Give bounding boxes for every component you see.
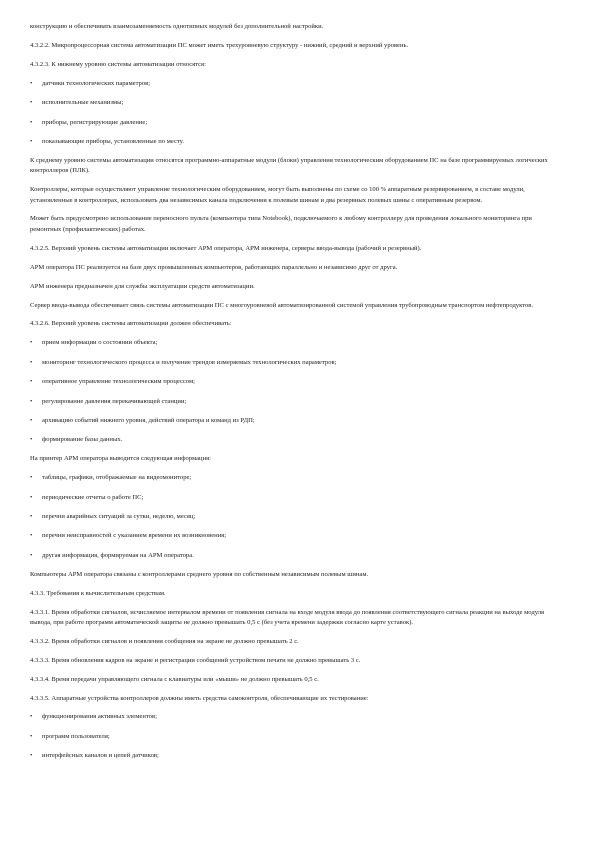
paragraph: 4.3.3.3. Время обновления кадров на экране и регистрации сообщений устройством печати не должно превышать 3 с. bbox=[30, 656, 361, 664]
paragraph: Контроллеры, которые осуществляют управление технологическим оборудованием, могут быть выполнены по схеме со 100 % аппаратным резервированием, в составе модули, установленные в контроллерах, использовать два независимых канала подключения к полевым шинам и два резервных полевых шины с оперативным резервом. bbox=[30, 186, 525, 204]
list-item-text: показывающие приборы, установленные по месту. bbox=[42, 137, 184, 145]
bullet-list bbox=[30, 338, 557, 445]
list-item-text: приборы, регистрирующие давление; bbox=[42, 118, 148, 126]
paragraph: Компьютеры АРМ оператора связаны с контроллерами среднего уровня по собственным независимым полевым шинам. bbox=[30, 570, 369, 578]
list-item bbox=[30, 137, 557, 147]
list-item bbox=[30, 712, 557, 722]
list-item-text: периодические отчеты о работе ПС; bbox=[42, 493, 144, 501]
bullet-icon: • bbox=[30, 474, 33, 482]
list-item-text: формирование базы данных. bbox=[42, 436, 123, 444]
list-item-text: интерфейсных каналов и цепей датчиков; bbox=[42, 752, 159, 760]
list-item-text: архивацию событий нижнего уровня, действий оператора и команд из РДП; bbox=[42, 416, 255, 424]
bullet-icon: • bbox=[30, 732, 33, 740]
list-item bbox=[30, 338, 557, 348]
bullet-icon: • bbox=[30, 118, 33, 126]
bullet-icon: • bbox=[30, 512, 33, 520]
bullet-icon: • bbox=[30, 339, 33, 347]
paragraph: 4.3.2.6. Верхний уровень системы автоматизации должен обеспечивать: bbox=[30, 320, 232, 328]
bullet-list bbox=[30, 473, 557, 561]
list-item-text: датчики технологических параметров; bbox=[42, 79, 151, 87]
paragraph: АРМ оператора ПС реализуется на базе двух промышленных компьютеров, работающих параллельно и независимо друг от друга. bbox=[30, 263, 398, 271]
list-item-text: функционирования активных элементов; bbox=[42, 713, 157, 721]
bullet-icon: • bbox=[30, 493, 33, 501]
paragraph: 4.3.2.5. Верхний уровень системы автоматизации включает АРМ оператора, АРМ инженера, серверы ввода-вывода (рабочий и резервный). bbox=[30, 244, 422, 252]
paragraph: Может быть предусмотрено использование переносного пульта (компьютера типа Notebook), подключаемого к любому контроллеру для проведения локального мониторинга при ремонтных (профилактических) работах. bbox=[30, 215, 532, 233]
list-item bbox=[30, 98, 557, 108]
bullet-icon: • bbox=[30, 416, 33, 424]
list-item bbox=[30, 473, 557, 483]
paragraph: 4.3.3.4. Время передачи управляющего сигнала с клавиатуры или «мыши» не должно превышать 0,5 с. bbox=[30, 675, 319, 683]
list-item-text: программ пользователя; bbox=[42, 732, 110, 740]
list-item-text: перечни неисправностей с указанием времени их возникновения; bbox=[42, 532, 227, 540]
list-item bbox=[30, 531, 557, 541]
bullet-icon: • bbox=[30, 79, 33, 87]
bullet-icon: • bbox=[30, 397, 33, 405]
list-item bbox=[30, 118, 557, 128]
bullet-icon: • bbox=[30, 358, 33, 366]
bullet-icon: • bbox=[30, 532, 33, 540]
bullet-icon: • bbox=[30, 752, 33, 760]
paragraph: 4.3.3.5. Аппаратные устройства контроллеров должны иметь средства самоконтроля, обеспечивающие их тестирование: bbox=[30, 694, 369, 702]
paragraph: АРМ инженера предназначен для службы эксплуатации средств автоматизации. bbox=[30, 282, 255, 290]
paragraph: 4.3.2.3. К нижнему уровню системы автоматизации относятся: bbox=[30, 60, 206, 68]
paragraph: На принтер АРМ оператора выводится следующая информация: bbox=[30, 455, 211, 463]
list-item bbox=[30, 397, 557, 407]
bullet-icon: • bbox=[30, 436, 33, 444]
paragraph: 4.3.3.1. Время обработки сигналов, исчисляемое интервалом времени от появления сигнала на входе модуля ввода до появления соответствующего сигнала реакции на выходе модуля вывода, при работе программ автоматической защиты не должно превышать 0,5 с (без учета времени задержки согласно карте уставок). bbox=[30, 608, 545, 626]
list-item-text: прием информации о состоянии объекта; bbox=[42, 339, 158, 347]
paragraph: конструкцию и обеспечивать взаимозаменяемость однотипных модулей без дополнительной настройки. bbox=[30, 23, 324, 30]
list-item bbox=[30, 416, 557, 426]
list-item bbox=[30, 377, 557, 387]
list-item bbox=[30, 732, 557, 742]
list-item bbox=[30, 435, 557, 445]
paragraph: К среднему уровню системы автоматизации относятся программно-аппаратные модули (блоки) управления технологическим оборудованием ПС на базе программируемых логических контроллеров (ПЛК). bbox=[30, 156, 548, 175]
paragraph: 4.3.3.2. Время обработки сигналов и появления сообщения на экране не должно превышать 2 с. bbox=[30, 637, 299, 645]
bullet-icon: • bbox=[30, 378, 33, 386]
bullet-icon: • bbox=[30, 99, 33, 107]
bullet-icon: • bbox=[30, 137, 33, 145]
paragraph: 4.3.3. Требования к вычислительным средствам. bbox=[30, 589, 166, 597]
bullet-icon: • bbox=[30, 713, 33, 721]
list-item bbox=[30, 512, 557, 522]
list-item-text: перечни аварийных ситуаций за сутки, неделю, месяц; bbox=[42, 512, 196, 520]
list-item-text: оперативное управление технологическим процессом; bbox=[42, 378, 195, 386]
paragraph: 4.3.2.2. Микропроцессорная система автоматизации ПС может иметь трехуровневую структуру - нижний, средний и верхний уровень. bbox=[30, 41, 409, 49]
list-item bbox=[30, 79, 557, 89]
list-item-text: другая информация, формируемая на АРМ оператора. bbox=[42, 551, 194, 559]
bullet-list bbox=[30, 712, 557, 761]
bullet-icon: • bbox=[30, 551, 33, 559]
bullet-list bbox=[30, 79, 557, 148]
list-item-text: регулирование давления перекачивающей станции; bbox=[42, 397, 187, 405]
list-item-text: мониторинг технологического процесса и получение трендов измеряемых технологических параметров; bbox=[42, 358, 337, 366]
list-item bbox=[30, 358, 557, 368]
list-item-text: исполнительные механизмы; bbox=[42, 99, 124, 107]
paragraph: Сервер ввода-вывода обеспечивает связь системы автоматизации ПС с многоуровневой автоматизированной системой управления трубопроводным транспортом нефтепродуктов. bbox=[30, 301, 534, 309]
list-item bbox=[30, 751, 557, 761]
list-item bbox=[30, 551, 557, 561]
list-item-text: таблицы, графики, отображаемые на видеомониторе; bbox=[42, 474, 192, 482]
list-item bbox=[30, 493, 557, 503]
